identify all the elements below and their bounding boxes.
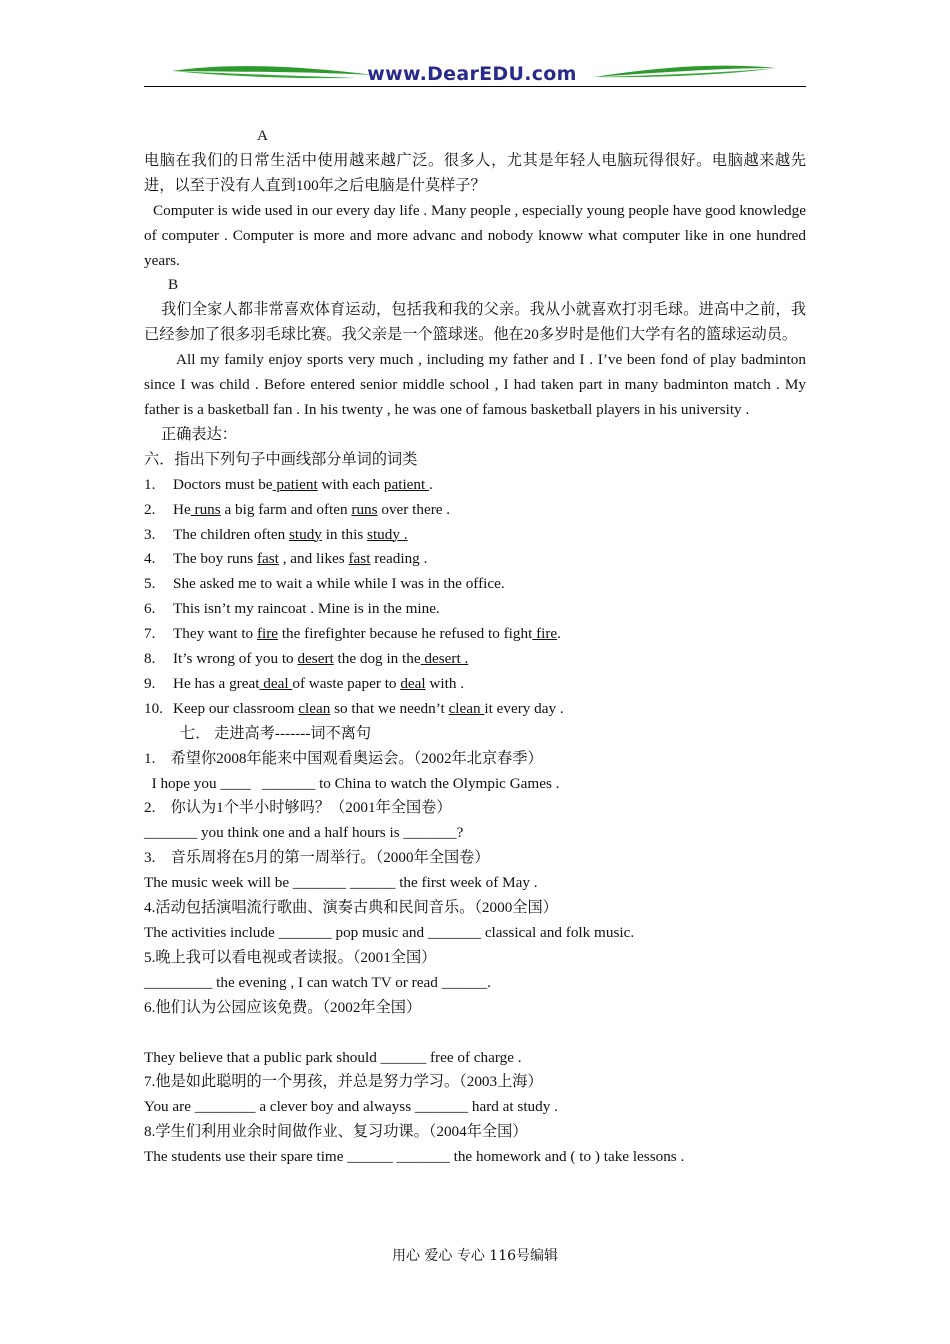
underlined-word: patient — [272, 475, 318, 493]
item-number: 8. — [144, 650, 156, 668]
item-number: 5. — [144, 575, 156, 593]
exercise-item — [144, 622, 806, 647]
item-text: . — [429, 475, 433, 493]
exercise-item — [144, 523, 806, 548]
exercise-item — [144, 473, 806, 498]
item-number: 9. — [144, 674, 156, 692]
item-text: It’s wrong of you to — [173, 650, 298, 668]
correct-expression-label: 正确表达： — [161, 425, 237, 443]
translation-blank-sentence: _______ you think one and a half hours is _______? — [144, 824, 464, 842]
item-text: . — [557, 625, 561, 643]
section-b-label: B — [168, 276, 179, 294]
translation-blank-sentence: The music week will be _______ ______ the first week of May . — [144, 874, 538, 892]
exercise-item — [144, 647, 806, 672]
section-a-label: A — [257, 127, 268, 144]
left-swoosh — [172, 66, 374, 75]
page-header — [144, 60, 806, 90]
underlined-word: desert — [297, 650, 334, 668]
translation-prompt: 7.他是如此聪明的一个男孩，并总是努力学习。（2003上海） — [144, 1073, 543, 1091]
item-text: it every day . — [484, 699, 564, 717]
translation-blank-sentence: The students use their spare time ______ _______ the homework and ( to ) take lessons . — [144, 1148, 685, 1166]
translation-prompt: 3. 音乐周将在5月的第一周举行。（2000年全国卷） — [144, 849, 490, 867]
item-text: The children often — [173, 525, 289, 543]
exercise-item — [144, 672, 806, 697]
blank-line — [144, 1021, 806, 1046]
underlined-word: fire — [256, 625, 279, 643]
section-b-chinese: 我们全家人都非常喜欢体育运动，包括我和我的父亲。我从小就喜欢打羽毛球。进高中之前，我已经参加了很多羽毛球比赛。我父亲是一个篮球迷。他在20多岁时是他们大学有名的篮球运动员。 — [144, 301, 806, 344]
item-number: 1. — [144, 475, 156, 493]
item-text: She asked me to wait a while while I was in the office. — [173, 575, 505, 593]
item-text: Keep our classroom — [173, 699, 299, 717]
item-number: 2. — [144, 500, 156, 518]
document-body — [144, 124, 806, 1170]
translation-blank-sentence: I hope you ____ _______ to China to watch the Olympic Games . — [144, 774, 560, 792]
part6-list — [144, 473, 806, 722]
translation-blank-sentence: You are ________ a clever boy and alwayss _______ hard at study . — [144, 1098, 558, 1116]
item-text: over there . — [377, 500, 451, 518]
item-text: with each — [317, 475, 384, 493]
translation-blank-sentence: The activities include _______ pop music and _______ classical and folk music. — [144, 924, 635, 941]
underlined-word: deal — [400, 674, 426, 692]
site-logo-text: www.DearEDU.com — [367, 63, 577, 85]
item-text: He has a great — [173, 674, 260, 692]
exercise-item — [144, 597, 806, 622]
underlined-word: clean — [298, 699, 331, 717]
exercise-item — [144, 572, 806, 597]
underlined-word: deal — [259, 674, 293, 692]
item-text: They want to — [173, 625, 257, 643]
translation-prompt: 5.晚上我可以看电视或者读报。（2001全国） — [144, 948, 437, 966]
exercise-item — [144, 697, 806, 722]
item-number: 3. — [144, 525, 156, 543]
item-text: the dog in the — [333, 650, 421, 668]
exercise-item — [144, 547, 806, 572]
page-footer: 用心 爱心 专心 116号编辑 — [391, 1248, 559, 1264]
underlined-word: study . — [367, 525, 408, 543]
item-number: 4. — [144, 550, 156, 568]
translation-prompt: 1. 希望你2008年能来中国观看奥运会。（2002年北京春季） — [144, 749, 543, 767]
underlined-word: fast — [256, 550, 279, 568]
translation-prompt: 6.他们认为公园应该免费。（2002年全国） — [144, 998, 422, 1016]
underlined-word: runs — [190, 500, 221, 518]
part6-title: 六．指出下列句子中画线部分单词的词类 — [144, 450, 418, 468]
item-number: 6. — [144, 600, 156, 618]
translation-blank-sentence: _________ the evening , I can watch TV or read ______. — [144, 973, 491, 991]
translation-prompt: 2. 你认为1个半小时够吗？（2001年全国卷） — [144, 799, 452, 817]
item-text: Doctors must be — [173, 475, 273, 493]
item-number: 10. — [144, 699, 163, 717]
underlined-word: runs — [351, 500, 378, 518]
item-text: This isn’t my raincoat . Mine is in the mine. — [173, 600, 440, 618]
underlined-word: desert . — [420, 650, 469, 668]
underlined-word: clean — [448, 699, 485, 717]
translation-prompt: 8.学生们利用业余时间做作业、复习功课。（2004年全国） — [144, 1123, 528, 1141]
item-text: He — [173, 500, 191, 518]
header-rule — [144, 86, 806, 87]
translation-prompt: 4.活动包括演唱流行歌曲、演奏古典和民间音乐。（2000全国） — [144, 899, 558, 917]
part7-title: 七． 走进高考-------词不离句 — [180, 724, 372, 742]
underlined-word: study — [288, 525, 322, 543]
underlined-word: fast — [348, 550, 371, 568]
item-number: 7. — [144, 625, 156, 643]
underlined-word: fire — [532, 625, 558, 643]
item-text: of waste paper to — [292, 674, 401, 692]
section-a-english: Computer is wide used in our every day life . Many people , especially young people have good knowledge of computer . Computer is more and more advanc and nobody knoww what computer like in one hundred years. — [144, 201, 806, 269]
underlined-word: patient — [383, 475, 430, 493]
translation-blank-sentence: They believe that a public park should ______ free of charge . — [144, 1048, 522, 1066]
item-text: , and likes — [278, 550, 349, 568]
item-text: a big farm and often — [220, 500, 352, 518]
exercise-item — [144, 498, 806, 523]
item-text: The boy runs — [173, 550, 257, 568]
section-a-chinese: 电脑在我们的日常生活中使用越来越广泛。很多人，尤其是年轻人电脑玩得很好。电脑越来越先进，以至于没有人直到100年之后电脑是什莫样子？ — [144, 151, 806, 194]
part7-list — [144, 747, 806, 1170]
item-text: reading . — [370, 550, 428, 568]
section-b-english: All my family enjoy sports very much , including my father and I . I’ve been fond of play badminton since I was child . Before entered senior middle school , I had taken part in many badminton match . My father is a basketball fan . In his twenty , he was one of famous basketball players in his university . — [144, 351, 806, 418]
item-text: the firefighter because he refused to fight — [278, 625, 533, 643]
item-text: so that we needn’t — [330, 699, 449, 717]
item-text: in this — [321, 525, 368, 543]
item-text: with . — [425, 674, 465, 692]
